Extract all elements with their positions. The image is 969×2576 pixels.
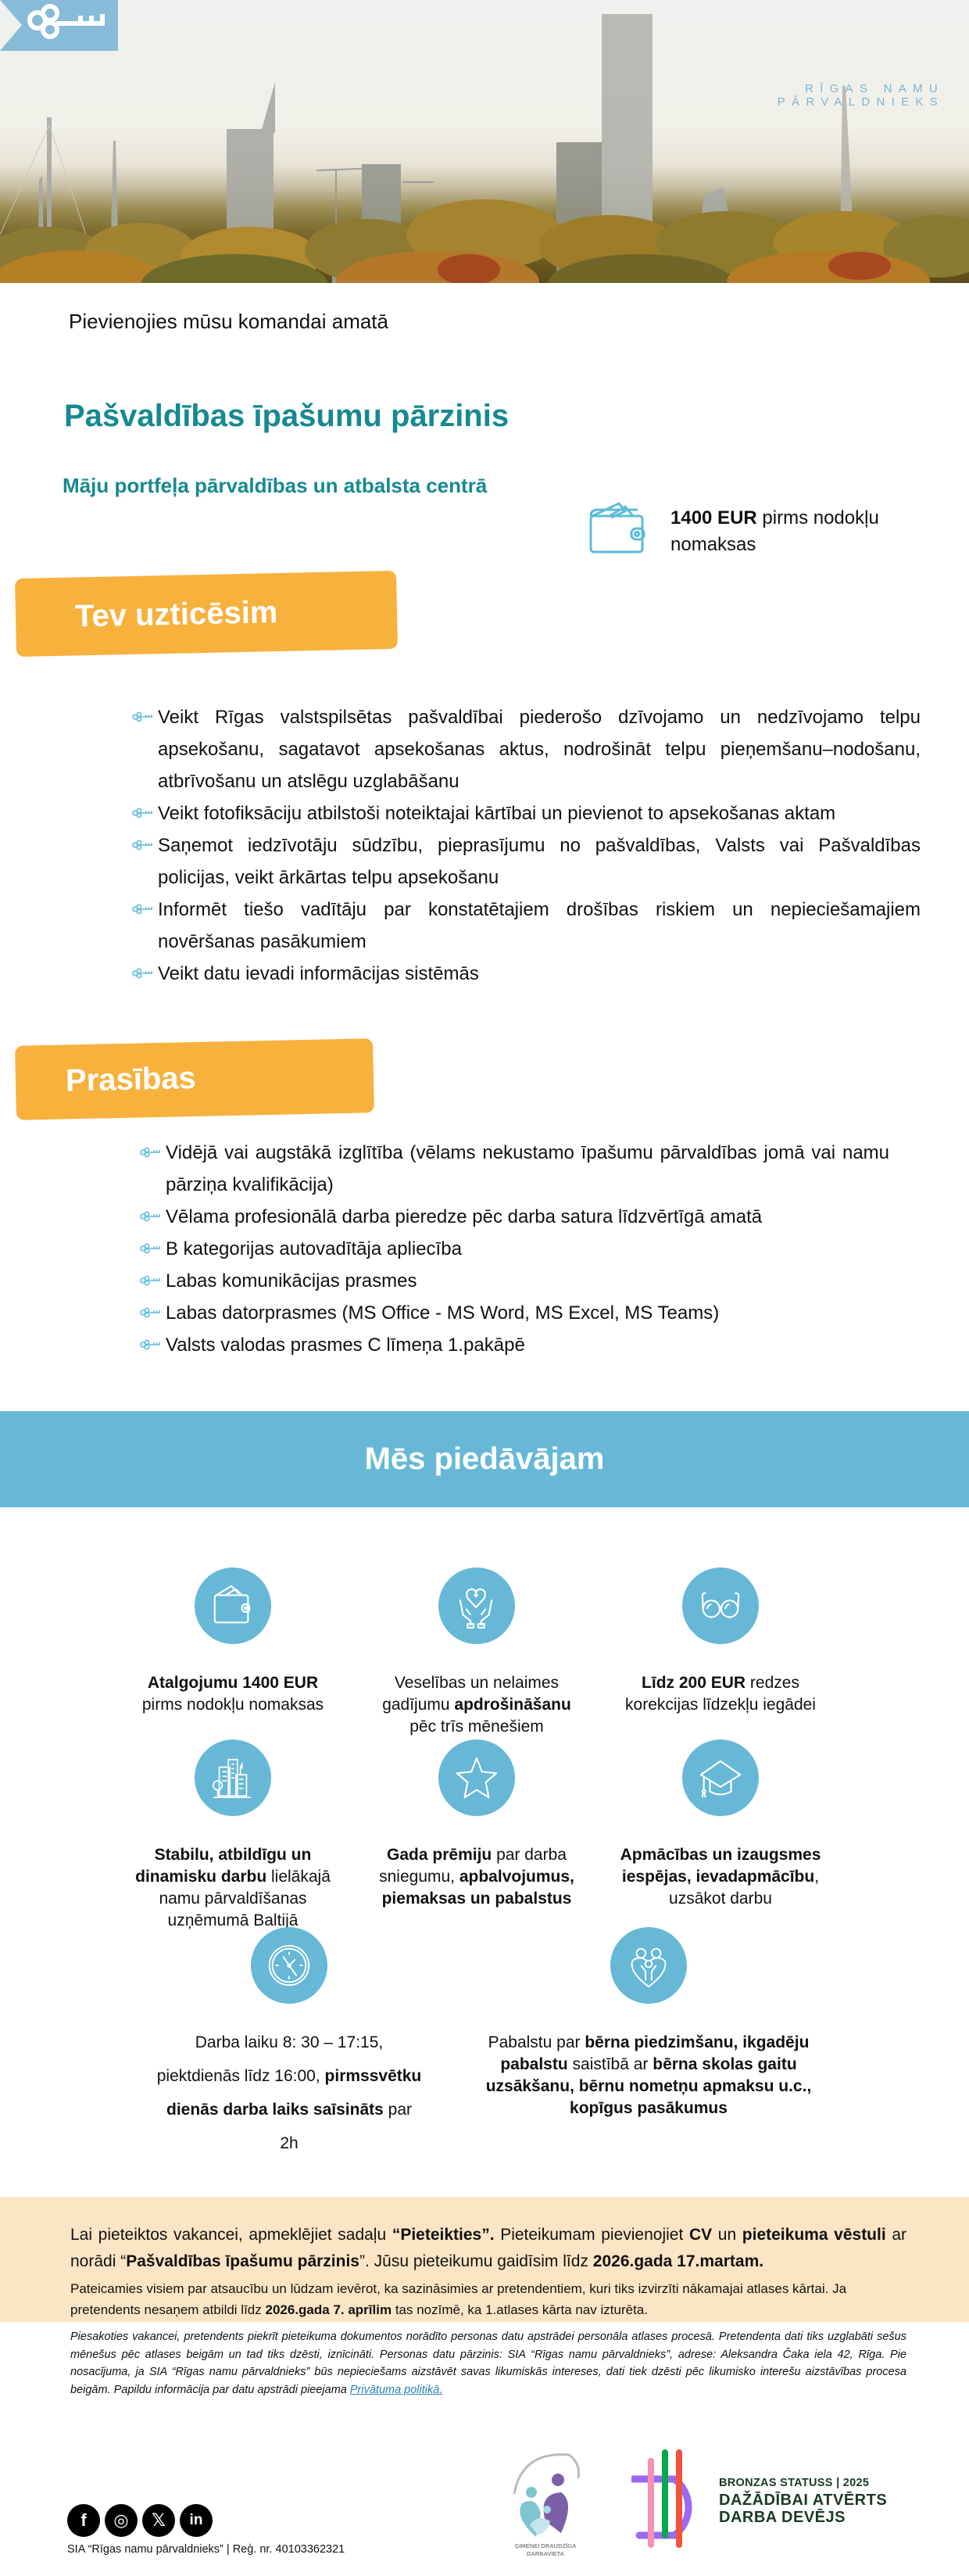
emphasis-text: CV xyxy=(688,2226,713,2244)
benefit-text xyxy=(371,1672,582,1738)
diversity-status: BRONZAS STATUSS | 2025 xyxy=(719,2477,870,2489)
diversity-title-line-2: DARBA DEVĒJS xyxy=(719,2509,846,2526)
company-logo-text: RĪGAS NAMU PĀRVALDNIEKS xyxy=(777,82,944,109)
key-bullet-icon xyxy=(139,1147,161,1158)
benefit-text-part: Veselības un nelaimes gadījumu xyxy=(382,1674,560,1714)
social-glyph: 𝕏 xyxy=(152,2510,166,2530)
list-item xyxy=(139,1201,889,1233)
glasses-icon xyxy=(696,1582,745,1630)
diversity-title-line-1: DAŽĀDĪBAI ATVĒRTS xyxy=(719,2492,888,2509)
benefit-text-part: saistībā ar xyxy=(567,2055,653,2073)
benefit-text-bold: bērna piedzimšanu, ikgadēju pabalstu xyxy=(500,2033,810,2073)
benefit-icon-circle xyxy=(438,1567,515,1644)
offer-heading: Mēs piedāvājam xyxy=(364,1442,605,1476)
riga-skyline-image xyxy=(0,0,969,283)
responsibilities-heading: Tev uzticēsim xyxy=(74,595,278,634)
salary-note: pirms nodokļu nomaksas xyxy=(670,507,879,555)
body-text: tas nozīmē, ka 1.atlases kārta nav izturēta. xyxy=(392,2302,648,2317)
benefit-text xyxy=(477,2032,821,2119)
list-item-text: Saņemot iedzīvotāju sūdzību, pieprasījumu no pašvaldības, Valsts vai Pašvaldības policijas, veikt ārkārtas telpu apsekošanu xyxy=(158,835,921,888)
key-bullet-icon xyxy=(131,808,153,819)
salary-amount: 1400 EUR xyxy=(670,507,757,528)
list-item-text: B kategorijas autovadītāja apliecība xyxy=(166,1238,462,1259)
family-friendly-logo-text xyxy=(491,2542,600,2558)
benefit-text xyxy=(615,1672,826,1716)
list-item xyxy=(139,1297,889,1329)
job-subtitle: Māju portfeļa pārvaldības un atbalsta centrā xyxy=(63,474,488,497)
job-title: Pašvaldības īpašumu pārzinis xyxy=(64,399,510,433)
wallet-icon xyxy=(588,500,647,555)
list-item xyxy=(139,1265,889,1297)
key-bullet-icon xyxy=(139,1211,161,1222)
social-glyph: in xyxy=(189,2512,203,2528)
benefit-icon-circle xyxy=(682,1567,759,1644)
list-item xyxy=(131,958,921,990)
social-glyph: ◎ xyxy=(113,2510,129,2530)
list-item xyxy=(131,829,921,894)
benefit-text-bold: Līdz 200 EUR xyxy=(642,1674,746,1692)
emphasis-text: Pašvaldības īpašumu pārzinis xyxy=(126,2252,359,2270)
body-text: Pieteikumam pievienojiet xyxy=(494,2226,689,2244)
intro-text: Pievienojies mūsu komandai amatā xyxy=(69,310,388,333)
emphasis-text: pieteikuma vēstuli xyxy=(742,2226,886,2244)
benefit-text xyxy=(127,1844,338,1932)
key-bullet-icon xyxy=(139,1275,161,1286)
benefit-bonus xyxy=(371,1739,582,1910)
benefit-text xyxy=(371,1844,582,1910)
list-item xyxy=(131,701,921,797)
key-bullet-icon xyxy=(131,904,153,915)
list-item-text: Vidējā vai augstākā izglītība (vēlams nekustamo īpašumu pārvaldības jomā vai namu pārziņa kvalifikācija) xyxy=(166,1142,889,1195)
key-bullet-icon xyxy=(131,711,153,722)
body-text: ”. Jūsu pieteikumu gaidīsim līdz xyxy=(359,2252,593,2270)
benefit-text-part: par 2h xyxy=(280,2101,412,2152)
benefit-text-bold: pirmssvētku dienās darba laiks saīsināts xyxy=(166,2067,422,2119)
benefit-text-part: , uzsākot darbu xyxy=(669,1868,820,1908)
list-item xyxy=(139,1233,889,1265)
benefit-text-part: Pabalstu par xyxy=(488,2033,585,2051)
city-buildings-icon xyxy=(209,1754,257,1802)
benefit-glasses xyxy=(615,1567,826,1716)
key-bullet-icon xyxy=(139,1339,161,1350)
family-heart-icon xyxy=(624,1941,673,1990)
offer-banner xyxy=(0,1411,969,1507)
family-logo-line-1: ĢIMENEI DRAUDZĪGA xyxy=(514,2542,577,2549)
key-bullet-icon xyxy=(131,840,153,851)
benefit-text-part: par darba sniegumu, xyxy=(379,1846,567,1886)
company-registration: SIA “Rīgas namu pārvaldnieks” | Reģ. nr. 40103362321 xyxy=(67,2543,345,2556)
salary-highlight xyxy=(588,500,928,558)
family-logo-line-2: DARBAVIETA xyxy=(526,2550,565,2557)
body-text: ar norādi “ xyxy=(70,2226,907,2270)
benefit-stable-work xyxy=(127,1739,338,1932)
section-heading-requirements xyxy=(15,1038,374,1120)
requirements-heading: Prasības xyxy=(65,1060,197,1098)
list-item xyxy=(131,894,921,958)
benefit-text xyxy=(127,1672,338,1716)
benefit-text-bold: Gada prēmiju xyxy=(387,1846,492,1864)
star-icon xyxy=(452,1754,501,1802)
wallet-icon xyxy=(209,1582,257,1630)
responsibilities-list xyxy=(131,701,921,990)
privacy-text: Piesakoties vakancei, pretendents piekrīt pieteikuma dokumentos norādīto personas datu apstrādei personāla atlases procesā. Pretendenta dati tiks uzglabāti sešus mēnešus pēc atlases beigām un tad tiks dzēsti, iznīcināti. Personas datu pārzinis: SIA “Rīgas namu pārvaldnieks”, adrese: Aleksandra Čaka iela 42, Rīga. Pie nosacījuma, ja SIA “Rīgas namu pārvaldnieks” būs nepieciešams aizstāvēt savas likumiskās intereses, dati tiek dzēsti pēc likumisko interešu aizstāvības procesa beigām. Papildu informācija par datu apstrādi pieejama xyxy=(70,2331,906,2396)
emphasis-text: 2026.gada 17.martam. xyxy=(592,2252,764,2270)
social-links xyxy=(67,2504,213,2537)
linkedin-icon[interactable] xyxy=(180,2504,213,2537)
list-item xyxy=(139,1329,889,1361)
privacy-policy-link[interactable]: Privātuma politikā. xyxy=(349,2383,443,2396)
emphasis-text: “Pieteikties”. xyxy=(392,2226,495,2244)
facebook-icon[interactable] xyxy=(67,2504,100,2537)
benefit-text-bold: apdrošināšanu xyxy=(454,1696,571,1714)
key-bullet-icon xyxy=(131,968,153,979)
benefit-text-bold: Apmācības un izaugsmes iespējas, ievadapmācību xyxy=(620,1846,821,1886)
benefit-text xyxy=(615,1844,826,1910)
list-item-text: Veikt fotofiksāciju atbilstoši noteiktajai kārtībai un pievienot to apsekošanas aktam xyxy=(158,803,836,824)
body-text: Pateicamies visiem par atsaucību un lūdzam ievērot, ka sazināsimies ar pretendentiem, kuri tiks izvirzīti nākamajai atlases kārtai. Ja pretendents nesaņem atbildi līdz xyxy=(70,2281,847,2317)
x-icon[interactable] xyxy=(142,2504,175,2537)
list-item-text: Veikt Rīgas valstspilsētas pašvaldībai piederošo dzīvojamo un nedzīvojamo telpu apsekošanu, sagatavot apsekošanas aktus, nodrošināt telpu pieņemšanu–nodošanu, atbrīvošanu un atslēgu uzglabāšanu xyxy=(158,707,921,792)
benefit-family-allowance xyxy=(477,1927,821,2119)
list-item-text: Labas datorprasmes (MS Office - MS Word, MS Excel, MS Teams) xyxy=(166,1302,720,1324)
instagram-icon[interactable] xyxy=(105,2504,138,2537)
family-friendly-logo xyxy=(506,2447,585,2556)
application-instructions xyxy=(70,2222,906,2275)
body-text: un xyxy=(712,2226,742,2244)
requirements-list xyxy=(139,1137,889,1361)
list-item xyxy=(139,1137,889,1201)
list-item-text: Informēt tiešo vadītāju par konstatētajiem drošības riskiem un nepieciešamajiem novēršanas pasākumiem xyxy=(158,899,921,952)
benefit-text-part: lielākajā namu pārvaldīšanas uzņēmumā Baltijā xyxy=(159,1868,331,1929)
benefit-training xyxy=(615,1739,826,1910)
hero-banner xyxy=(0,0,969,283)
privacy-notice xyxy=(70,2328,906,2399)
benefit-salary xyxy=(127,1567,338,1716)
benefit-insurance xyxy=(371,1567,582,1738)
list-item-text: Veikt datu ievadi informācijas sistēmās xyxy=(158,963,479,984)
benefit-text xyxy=(156,2026,422,2160)
body-text: Lai pieteiktos vakancei, apmeklējiet sadaļu xyxy=(70,2226,392,2244)
benefit-icon-circle xyxy=(195,1739,271,1816)
application-box xyxy=(0,2197,969,2322)
salary-text xyxy=(670,505,928,558)
key-bullet-icon xyxy=(139,1243,161,1254)
benefit-text-bold: Atalgojumu 1400 EUR xyxy=(147,1674,319,1692)
benefit-text-part: redzes korekcijas līdzekļu iegādei xyxy=(625,1674,816,1714)
benefit-text-bold: Stabilu, atbildīgu un dinamisku darbu xyxy=(135,1846,312,1886)
selection-notice xyxy=(70,2278,906,2320)
benefit-text-bold: bērna skolas gaitu uzsākšanu, bērnu nometņu apmaksu u.c., kopīgus pasākumus xyxy=(485,2055,812,2117)
benefit-icon-circle xyxy=(195,1567,271,1644)
benefit-icon-circle xyxy=(610,1927,687,2004)
health-insurance-icon xyxy=(452,1582,501,1630)
benefit-icon-circle xyxy=(251,1927,327,2004)
benefit-icon-circle xyxy=(438,1739,515,1816)
list-item xyxy=(131,797,921,829)
graduation-cap-icon xyxy=(696,1754,745,1802)
list-item-text: Vēlama profesionālā darba pieredze pēc darba satura līdzvērtīgā amatā xyxy=(166,1206,763,1227)
benefit-text-bold: apbalvojumus, piemaksas un pabalstus xyxy=(381,1868,574,1908)
social-glyph: f xyxy=(80,2510,87,2530)
diversity-employer-text xyxy=(719,2474,887,2526)
clock-icon xyxy=(265,1941,313,1990)
benefit-text-part: Darba laiku 8: 30 – 17:15, piektdienās līdz 16:00, xyxy=(156,2033,384,2085)
benefit-text-part: pēc trīs mēnešiem xyxy=(409,1718,544,1736)
diversity-employer-logo xyxy=(631,2449,710,2551)
benefit-working-hours xyxy=(156,1927,422,2160)
logo-key-icon[interactable] xyxy=(0,0,118,51)
list-item-text: Valsts valodas prasmes C līmeņa 1.pakāpē xyxy=(166,1335,525,1356)
section-heading-responsibilities xyxy=(15,571,398,657)
emphasis-text: 2026.gada 7. aprīlim xyxy=(265,2302,392,2317)
benefit-icon-circle xyxy=(682,1739,759,1816)
benefit-text-part: pirms nodokļu nomaksas xyxy=(141,1696,324,1714)
list-item-text: Labas komunikācijas prasmes xyxy=(166,1270,417,1292)
key-bullet-icon xyxy=(139,1307,161,1318)
